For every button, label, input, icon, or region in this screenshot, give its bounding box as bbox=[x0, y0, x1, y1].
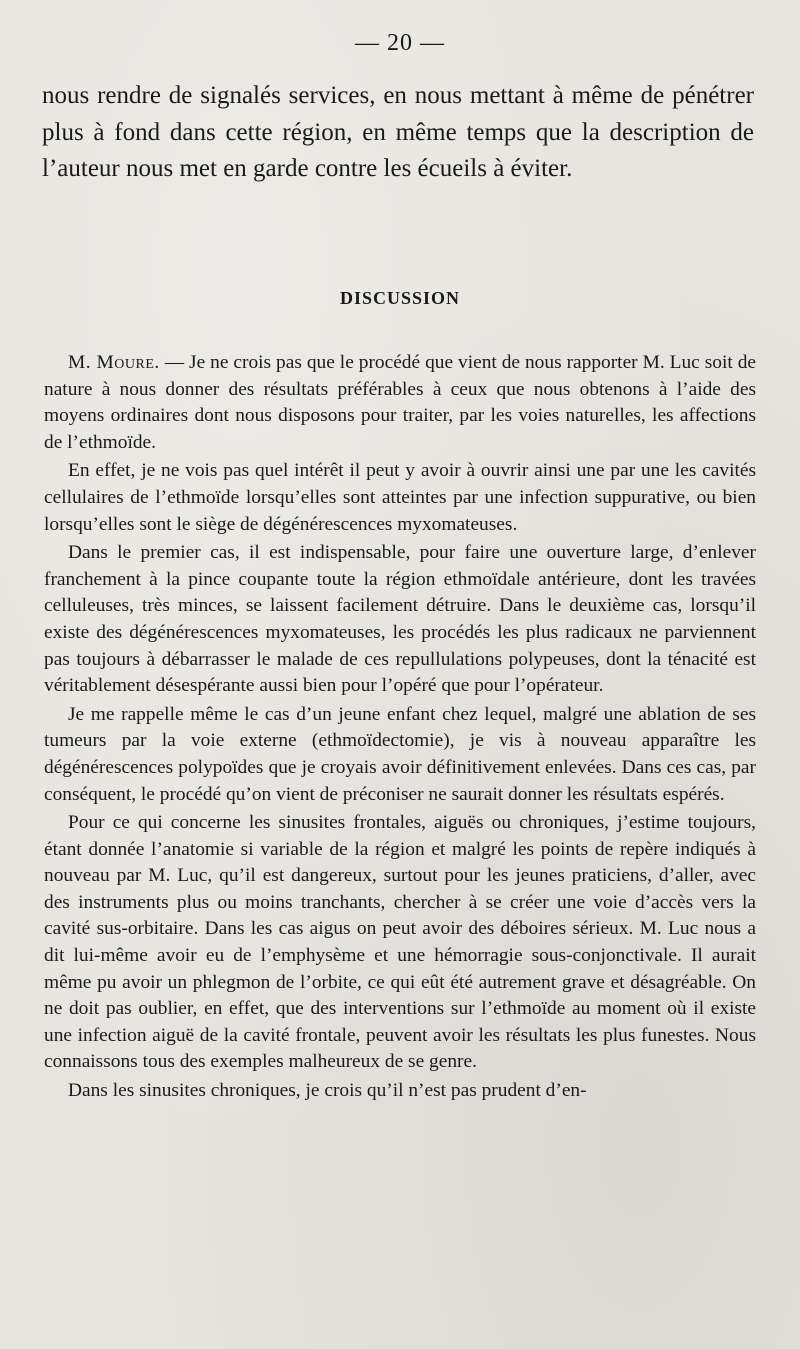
lead-paragraph-block bbox=[42, 78, 754, 188]
opening-text: — Je ne crois pas que le procédé que vient de nous rapporter M. Luc soit de nature à nous donner des résultats préférables à ceux que nous obtenons à l’aide des moyens ordinaires dont nous disposons pour traiter, par les voies naturelles, les affections de l’ethmoïde. bbox=[44, 352, 756, 453]
section-heading: DISCUSSION bbox=[339, 288, 461, 308]
discussion-paragraph: Je me rappelle même le cas d’un jeune enfant chez lequel, malgré une ablation de ses tumeurs par la voie externe (ethmoïdectomie), je vis à nouveau apparaître les dégénérescences polypoïdes que je croyais avoir définitivement enlevées. Dans ces cas, par conséquent, le procédé qu’on vient de préconiser ne saurait donner les résultats espérés. bbox=[44, 703, 756, 805]
discussion-opening-paragraph bbox=[44, 350, 756, 456]
discussion-paragraph: Pour ce qui concerne les sinusites frontales, aiguës ou chroniques, j’estime toujours, étant donnée l’anatomie si variable de la région et malgré les points de repère indiqués à nouveau par M. Luc, qu’il est dangereux, surtout pour les jeunes praticiens, d’aller, avec des instruments plus ou moins tranchants, chercher à se créer une voie d’accès vers la cavité sus-orbitaire. Dans les cas aigus on peut avoir des déboires sérieux. M. Luc nous a dit lui-même avoir eu de l’emphysème et une hémorragie sous-conjonctivale. Il aurait même pu avoir un phlegmon de l’orbite, ce qui eût été autrement grave et désagréable. On ne doit pas oublier, en effet, que des interventions sur l’ethmoïde au moment où il existe une infection aiguë de la cavité frontale, peuvent avoir les résultats les plus funestes. Nous connaissons tous des exemples malheureux de se genre. bbox=[44, 812, 756, 1073]
page-number: — 20 — bbox=[355, 30, 445, 56]
lead-paragraph: nous rendre de signalés services, en nous mettant à même de pénétrer plus à fond dans cette région, en même temps que la description de l’auteur nous met en garde contre les écueils à éviter. bbox=[42, 82, 754, 182]
speaker-name: M. Moure. bbox=[68, 352, 160, 373]
discussion-body bbox=[44, 350, 756, 1107]
discussion-paragraph: Dans le premier cas, il est indispensable, pour faire une ouverture large, d’enlever franchement à la pince coupante toute la région ethmoïdale antérieure, dont les travées celluleuses, très minces, se laissent facilement détruire. Dans le deuxième cas, lorsqu’il existe des dégénérescences myxomateuses, les procédés les plus radicaux ne parviennent pas toujours à débarrasser le malade de ces repullulations polypeuses, dont la ténacité est véritablement désespérante aussi bien pour l’opéré que pour l’opérateur. bbox=[44, 542, 756, 697]
discussion-paragraph: Dans les sinusites chroniques, je crois qu’il n’est pas prudent d’en- bbox=[68, 1080, 587, 1102]
discussion-paragraph: En effet, je ne vois pas quel intérêt il peut y avoir à ouvrir ainsi une par une les cavités cellulaires de l’ethmoïde lorsqu’elles sont atteintes par une infection suppurative, ou bien lorsqu’elles sont le siège de dégénérescences myxomateuses. bbox=[44, 460, 756, 535]
